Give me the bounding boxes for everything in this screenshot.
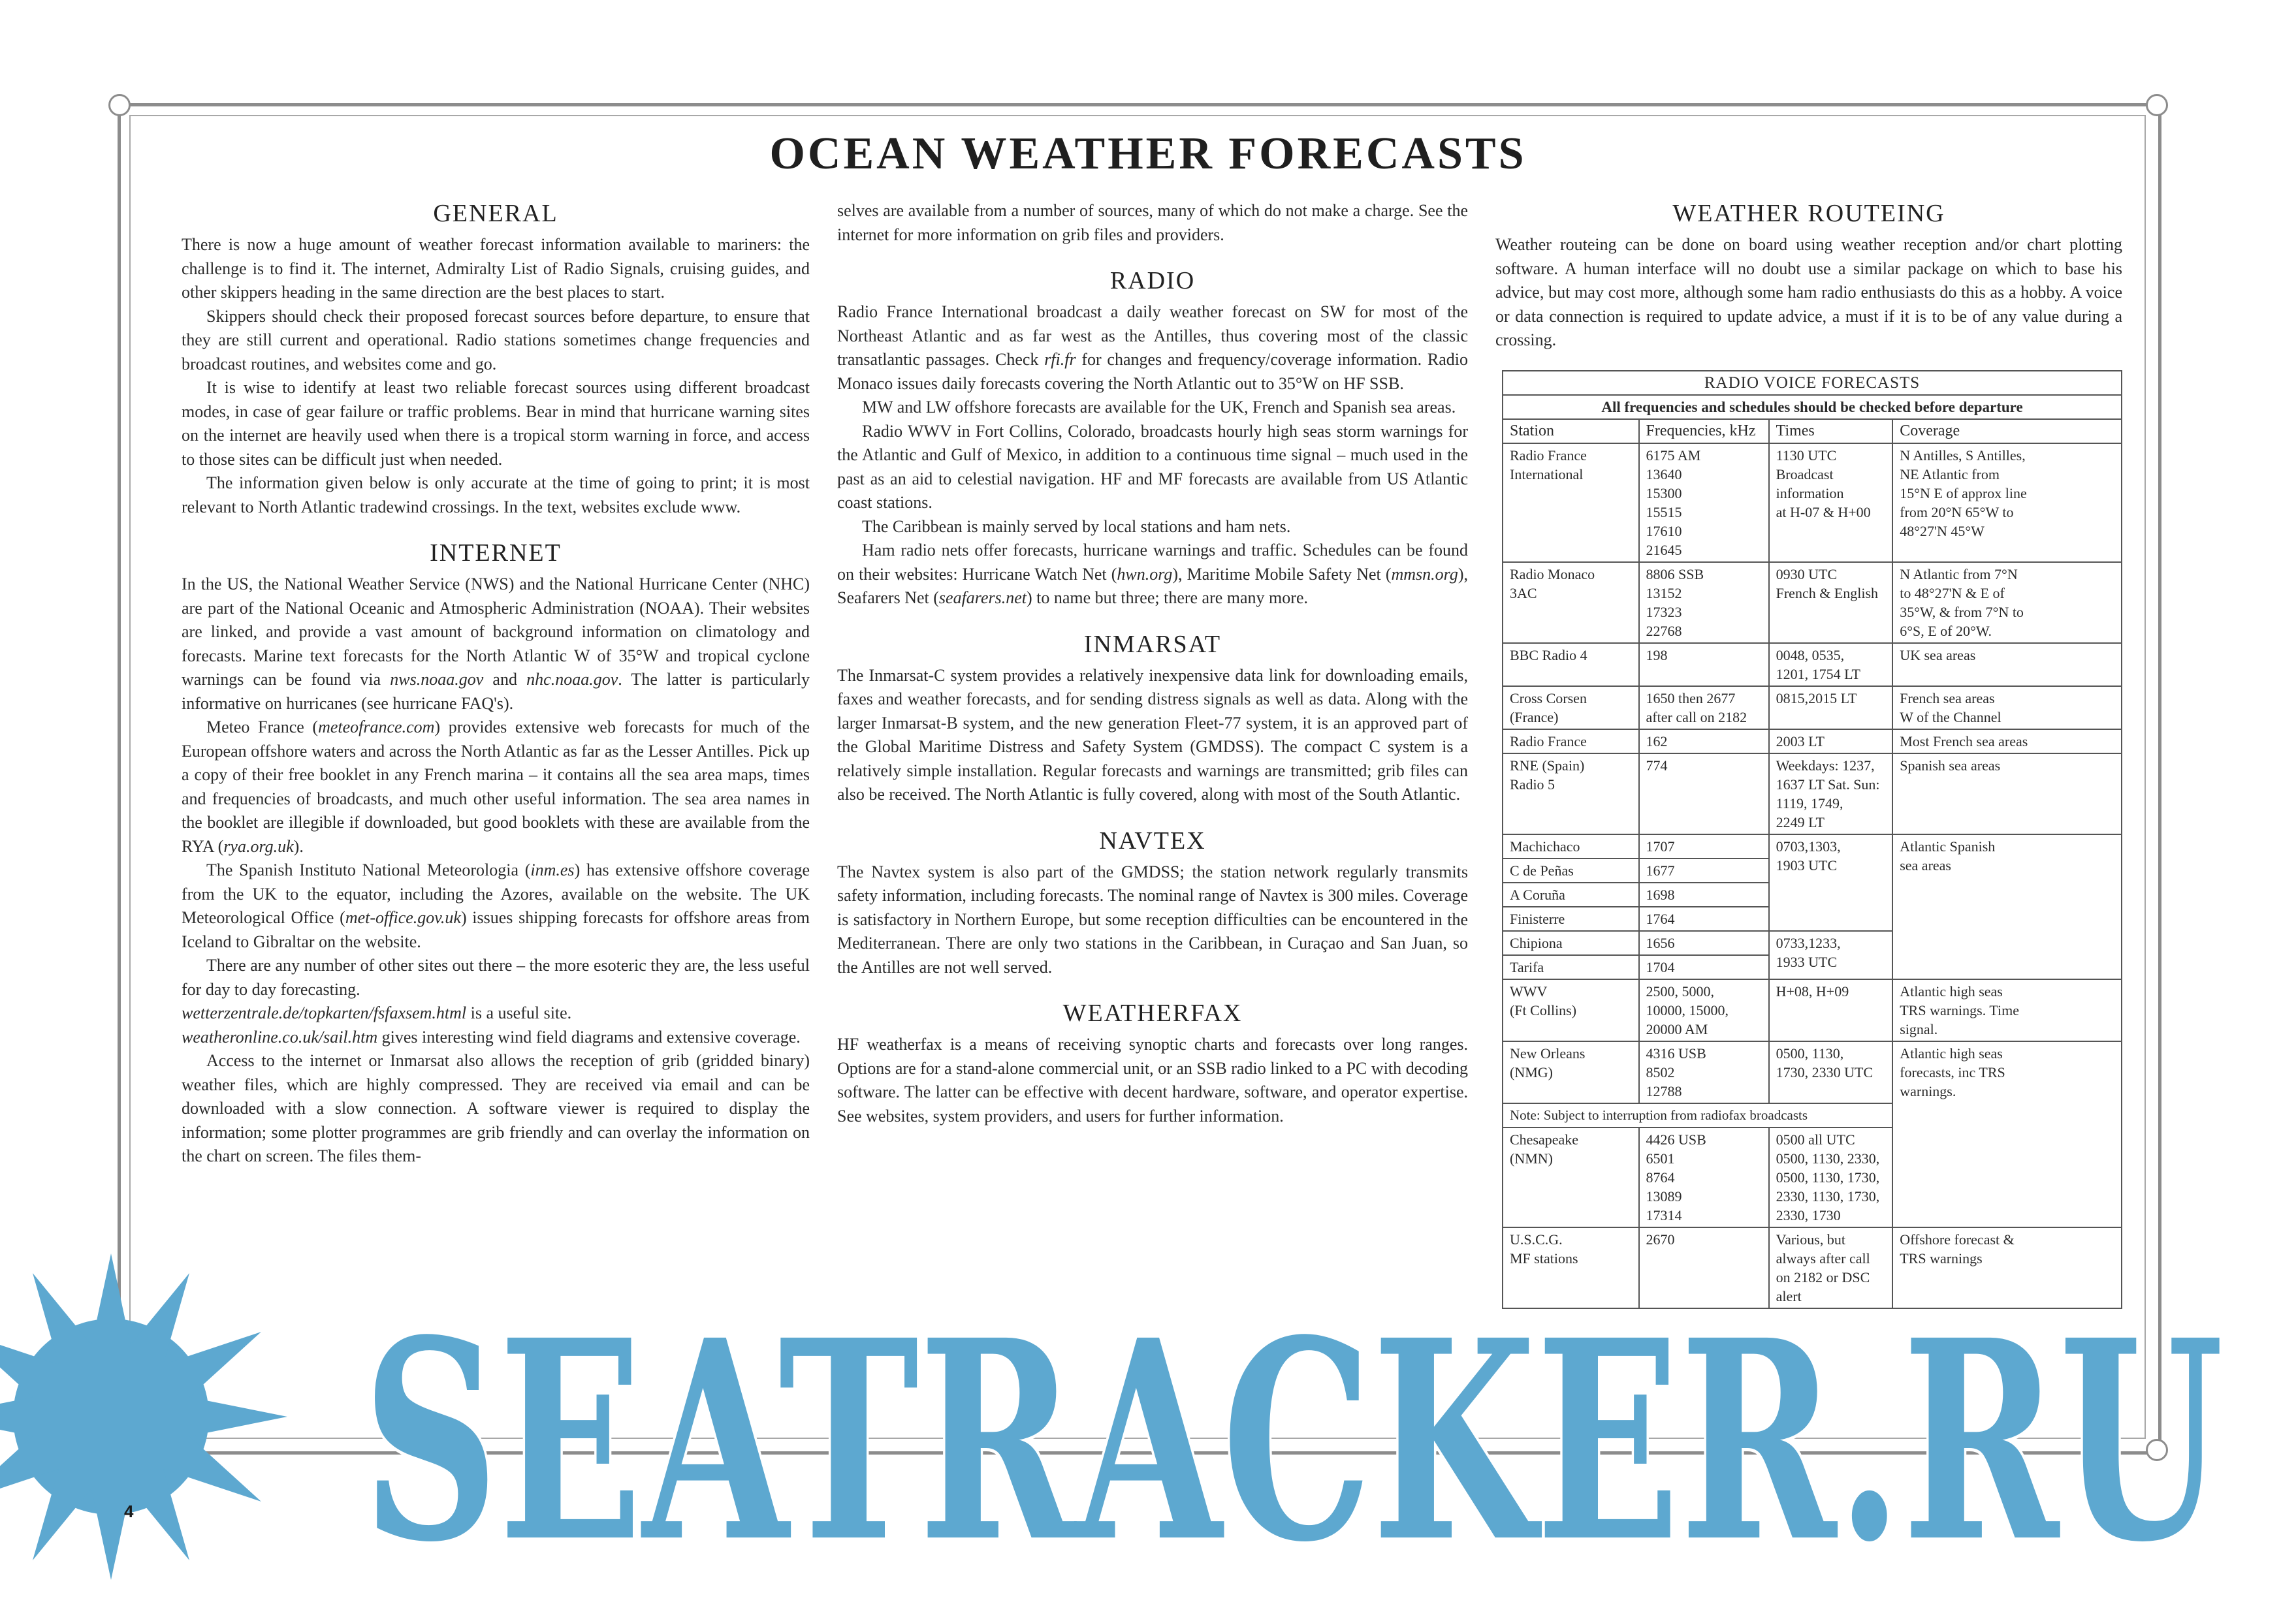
link-rya[interactable]: rya.org.uk — [223, 836, 294, 856]
table-row — [1503, 643, 2122, 686]
table-cell: Most French sea areas — [1892, 729, 2122, 753]
table-cell: Radio France International — [1503, 443, 1639, 562]
table-cell: 1764 — [1639, 907, 1769, 931]
table-note: Note: Subject to interruption from radiofax broadcasts — [1503, 1103, 1892, 1127]
table-cell: C de Peñas — [1503, 859, 1639, 883]
table-cell: Spanish sea areas — [1892, 753, 2122, 834]
table-cell: 1130 UTC Broadcast information at H-07 & H+00 — [1769, 443, 1893, 562]
section-heading-weatherfax: WEATHERFAX — [1062, 1000, 1243, 1027]
table-cell: 6175 AM 13640 15300 15515 17610 21645 — [1639, 443, 1769, 562]
inmarsat-paragraph: The Inmarsat-C system provides a relatively inexpensive data link for downloading emails, faxes and weather forecasts, and for sending distress signals as well as data. Along with the larger Inmarsat-B system, and the new generation Fleet-77 system, it is an approved part of the Global Maritime Distress and Safety System (GMDSS). The compact C system is a relatively simple installation. Regular forecasts and warnings are transmitted; grib files can also be received. The North Atlantic is fully covered, along with most of the South Atlantic. — [837, 665, 1468, 804]
radio-paragraph: The Caribbean is mainly served by local stations and ham nets. — [862, 516, 1291, 536]
table-header-cell: Times — [1769, 419, 1893, 443]
table-caption: RADIO VOICE FORECASTS — [1503, 371, 2122, 395]
corner-ornament — [2146, 94, 2168, 116]
navtex-paragraph: The Navtex system is also part of the GMDSS; the station network regularly transmits safety information, including forecasts. The nominal range of Navtex is 300 miles. Coverage is satisfactory in Northern Europe, but some reception difficulties can be encountered in the Mediterranean. There are only two stations in the Caribbean, in Curaçao and San Juan, so the Antilles are not well served. — [837, 862, 1468, 977]
table-cell: Cross Corsen (France) — [1503, 686, 1639, 729]
table-cell: 0500 all UTC 0500, 1130, 2330, 0500, 1130, 1730, 2330, 1130, 1730, 2330, 1730 — [1769, 1127, 1893, 1227]
table-row — [1503, 753, 2122, 834]
general-paragraph: Skippers should check their proposed forecast sources before departure, to ensure that they are still current and operational. Radio stations sometimes change frequencies and broadcast routines, and websites come and go. — [182, 306, 810, 373]
link-inm[interactable]: inm.es — [530, 860, 575, 879]
section-heading-internet: INTERNET — [430, 539, 562, 567]
internet-url-line: weatheronline.co.uk/sail.htm gives interesting wind field diagrams and extensive coverage. — [182, 1027, 801, 1047]
table-cell: 162 — [1639, 729, 1769, 753]
table-cell: 4426 USB 6501 8764 13089 17314 — [1639, 1127, 1769, 1227]
link-meteofrance[interactable]: meteofrance.com — [318, 717, 435, 736]
table-cell: Atlantic high seas forecasts, inc TRS warnings. — [1892, 1041, 2122, 1227]
internet-url-line: wetterzentrale.de/topkarten/fsfaxsem.html is a useful site. — [182, 1003, 572, 1022]
table-header-row — [1503, 419, 2122, 443]
radio-paragraph: Radio France International broadcast a daily weather forecast on SW for most of the Northeast Atlantic and as far west as the Antilles, thus covering most of the classic transatlantic passages. Check rfi.fr for changes and frequency/coverage information. Radio Monaco issues daily forecasts covering the North Atlantic out to 35°W on HF SSB. — [837, 302, 1468, 393]
internet-paragraph: Access to the internet or Inmarsat also allows the reception of grib (gridded binary) weather files, which are highly compressed. They are received via email and can be downloaded with a slow connection. A software viewer is required to display the information; some plotter programmes are grib friendly and can overlay the information on the chart on screen. The files them- — [182, 1051, 810, 1165]
page-title: OCEAN WEATHER FORECASTS — [769, 129, 1527, 179]
table-cell: UK sea areas — [1892, 643, 2122, 686]
table-header-cell: Station — [1503, 419, 1639, 443]
section-heading-inmarsat: INMARSAT — [1083, 630, 1222, 658]
table-cell: 8806 SSB 13152 17323 22768 — [1639, 562, 1769, 643]
table-cell: Atlantic Spanish sea areas — [1892, 834, 2122, 979]
table-cell: 1677 — [1639, 859, 1769, 883]
table-cell: 1650 then 2677 after call on 2182 — [1639, 686, 1769, 729]
table-row — [1503, 443, 2122, 562]
table-cell: 774 — [1639, 753, 1769, 834]
table-row — [1503, 562, 2122, 643]
radio-paragraph: Ham radio nets offer forecasts, hurricane warnings and traffic. Schedules can be found on their websites: Hurricane Watch Net (hwn.org), Maritime Mobile Safety Net (mmsn.org), Seafarers Net (seafarers.net) to name but three; there are many more. — [837, 541, 1468, 607]
table-cell: N Antilles, S Antilles, NE Atlantic from 15°N E of approx line from 20°N 65°W to 48°27'N 45°W — [1892, 443, 2122, 562]
table-cell: 0733,1233, 1933 UTC — [1769, 931, 1893, 979]
general-paragraph: There is now a huge amount of weather forecast information available to mariners: the challenge is to find it. The internet, Admiralty List of Radio Signals, cruising guides, and other skippers heading in the same direction are the best places to start. — [182, 235, 810, 302]
table-cell: 2003 LT — [1769, 729, 1893, 753]
radio-paragraph: Radio WWV in Fort Collins, Colorado, broadcasts hourly high seas storm warnings for the Atlantic and Gulf of Mexico, in addition to a continuous time signal – much used in the past as an aid to celestial navigation. HF and MF forecasts are available from US Atlantic coast stations. — [837, 421, 1468, 512]
table-cell: H+08, H+09 — [1769, 979, 1893, 1041]
routeing-paragraph: Weather routeing can be done on board using weather reception and/or chart plotting software. A human interface will no doubt use a similar package on which to base his advice, but may cost more, although some ham radio enthusiasts do this as a hobby. A voice or data connection is required to update advice, a must if it is to be of any value during a crossing. — [1495, 235, 2122, 349]
table-cell: 198 — [1639, 643, 1769, 686]
link-hwn[interactable]: hwn.org — [1117, 564, 1173, 584]
grib-continuation-paragraph: selves are available from a number of sources, many of which do not make a charge. See the internet for more information on grib files and providers. — [837, 201, 1468, 244]
table-cell: Offshore forecast & TRS warnings — [1892, 1227, 2122, 1308]
table-cell: Machichaco — [1503, 834, 1639, 859]
table-cell: Atlantic high seas TRS warnings. Time signal. — [1892, 979, 2122, 1041]
table-cell: Chesapeake (NMN) — [1503, 1127, 1639, 1227]
section-heading-general: GENERAL — [433, 200, 558, 227]
table-row — [1503, 686, 2122, 729]
link-met-office[interactable]: met-office.gov.uk — [345, 908, 461, 927]
link-wetterzentrale[interactable]: wetterzentrale.de/topkarten/fsfaxsem.html — [182, 1003, 467, 1022]
internet-paragraph: Meteo France (meteofrance.com) provides extensive web forecasts for much of the European offshore waters and across the North Atlantic as far as the Lesser Antilles. Pick up a copy of their free booklet in any French marina – it contains all the sea area maps, times and frequencies of broadcasts, and much other useful information. The sea area names in the booklet are illegible if downloaded, but good booklets with these are available from the RYA (rya.org.uk). — [182, 717, 810, 856]
table-cell: 0703,1303, 1903 UTC — [1769, 834, 1893, 931]
table-cell: 2500, 5000, 10000, 15000, 20000 AM — [1639, 979, 1769, 1041]
table-cell: N Atlantic from 7°N to 48°27'N & E of 35°W, & from 7°N to 6°S, E of 20°W. — [1892, 562, 2122, 643]
column-middle — [837, 199, 1468, 1128]
table-cell: U.S.C.G. MF stations — [1503, 1227, 1639, 1308]
table-cell: 0048, 0535, 1201, 1754 LT — [1769, 643, 1893, 686]
table-row — [1503, 729, 2122, 753]
seatracker-watermark — [0, 1110, 2296, 1623]
link-mmsn[interactable]: mmsn.org — [1391, 564, 1458, 584]
table-cell: 0930 UTC French & English — [1769, 562, 1893, 643]
link-nws[interactable]: nws.noaa.gov — [390, 670, 484, 689]
table-subcaption: All frequencies and schedules should be checked before departure — [1503, 395, 2122, 419]
internet-paragraph: There are any number of other sites out there – the more esoteric they are, the less useful for day to day forecasting. — [182, 956, 810, 999]
section-heading-routeing: WEATHER ROUTEING — [1672, 200, 1945, 227]
table-cell: 0815,2015 LT — [1769, 686, 1893, 729]
table-cell: Radio France — [1503, 729, 1639, 753]
column-right — [1495, 199, 2122, 353]
table-cell: Radio Monaco 3AC — [1503, 562, 1639, 643]
table-cell: French sea areas W of the Channel — [1892, 686, 2122, 729]
table-cell: Various, but always after call on 2182 or DSC alert — [1769, 1227, 1893, 1308]
table-row — [1503, 979, 2122, 1041]
section-heading-radio: RADIO — [1109, 267, 1196, 294]
general-paragraph: It is wise to identify at least two reliable forecast sources using different broadcast modes, in case of gear failure or traffic problems. Bear in mind that hurricane warning sites on the internet are heavily used when there is a tropical storm warning in force, and access to those sites can be difficult just when needed. — [182, 378, 810, 469]
table-cell: 4316 USB 8502 12788 — [1639, 1041, 1769, 1103]
table-cell: 1698 — [1639, 883, 1769, 907]
table-cell: Chipiona — [1503, 931, 1639, 955]
column-left — [182, 199, 810, 1169]
watermark-text: SEATRACKER.RU — [362, 1281, 2224, 1603]
table-row — [1503, 1041, 2122, 1103]
table-cell: Tarifa — [1503, 955, 1639, 979]
section-heading-navtex: NAVTEX — [1099, 827, 1206, 855]
internet-paragraph: In the US, the National Weather Service (NWS) and the National Hurricane Center (NHC) are part of the National Oceanic and Atmospheric Administration (NOAA). Their websites are linked, and provide a vast amount of background information on climatology and forecasts. Marine text forecasts for the North Atlantic W of 35°W and tropical cyclone warnings can be found via nws.noaa.gov and nhc.noaa.gov. The latter is particularly informative on hurricanes (see hurricane FAQ's). — [182, 575, 810, 713]
table-cell: 1704 — [1639, 955, 1769, 979]
corner-ornament — [108, 94, 131, 116]
table-cell: Weekdays: 1237, 1637 LT Sat. Sun: 1119, 1749, 2249 LT — [1769, 753, 1893, 834]
link-weatheronline[interactable]: weatheronline.co.uk/sail.htm — [182, 1027, 378, 1047]
weatherfax-paragraph: HF weatherfax is a means of receiving synoptic charts and forecasts over long ranges. Options are for a stand-alone commercial unit, or an SSB radio linked to a PC with decoding software. The latter can be effective with decent hardware, software, and operator expertise. See websites, system providers, and users for further information. — [837, 1035, 1468, 1126]
table-cell: Finisterre — [1503, 907, 1639, 931]
table-cell: A Coruña — [1503, 883, 1639, 907]
table-cell: BBC Radio 4 — [1503, 643, 1639, 686]
radio-paragraph: MW and LW offshore forecasts are available for the UK, French and Spanish sea areas. — [862, 398, 1456, 417]
table-cell: WWV (Ft Collins) — [1503, 979, 1639, 1041]
link-rfi[interactable]: rfi.fr — [1044, 350, 1076, 369]
table-cell: 1656 — [1639, 931, 1769, 955]
link-nhc[interactable]: nhc.noaa.gov — [526, 670, 618, 689]
starburst-icon — [0, 1253, 287, 1580]
table-header-cell: Frequencies, kHz — [1639, 419, 1769, 443]
table-cell: RNE (Spain) Radio 5 — [1503, 753, 1639, 834]
table-cell: 0500, 1130, 1730, 2330 UTC — [1769, 1041, 1893, 1103]
table-row — [1503, 834, 2122, 859]
table-cell: 1707 — [1639, 834, 1769, 859]
table-cell: New Orleans (NMG) — [1503, 1041, 1639, 1103]
general-paragraph: The information given below is only accurate at the time of going to print; it is most relevant to North Atlantic tradewind crossings. In the text, websites exclude www. — [182, 473, 810, 516]
page-number: 4 — [124, 1502, 134, 1521]
internet-paragraph: The Spanish Instituto National Meteorologia (inm.es) has extensive offshore coverage from the UK to the equator, including the Azores, available on the website. The UK Meteorological Office (met-office.gov.uk) issues shipping forecasts for offshore areas from Iceland to Gibraltar on the website. — [182, 860, 810, 951]
table-cell: 2670 — [1639, 1227, 1769, 1308]
link-seafarers[interactable]: seafarers.net — [938, 588, 1027, 607]
table-header-cell: Coverage — [1892, 419, 2122, 443]
